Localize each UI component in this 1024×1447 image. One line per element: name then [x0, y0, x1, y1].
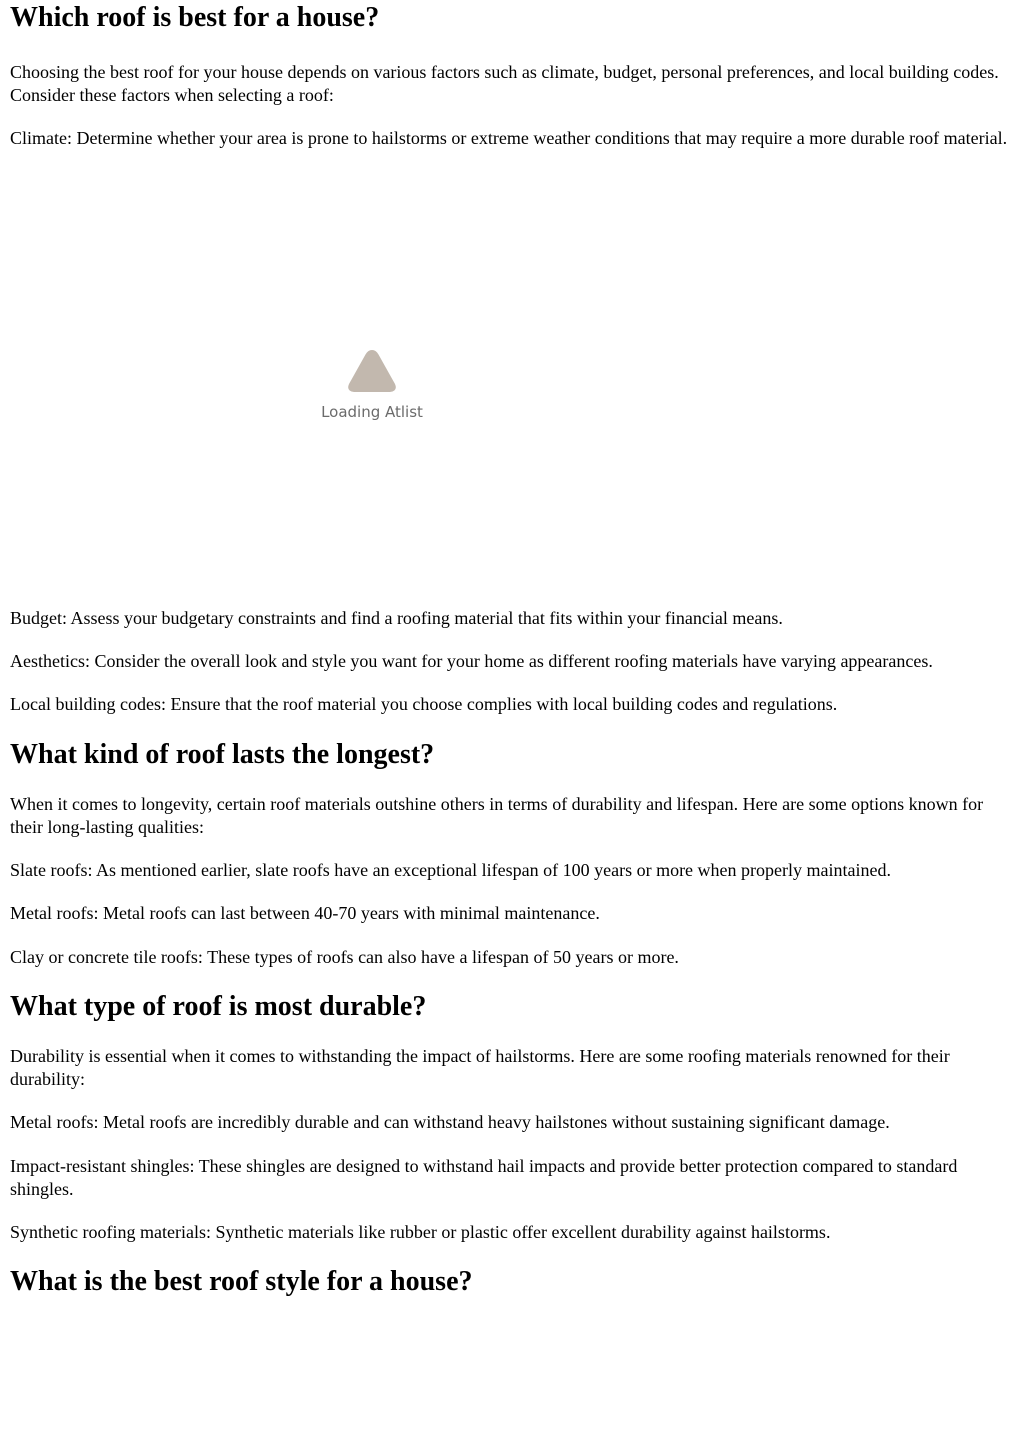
heading-roof-lasts-longest: What kind of roof lasts the longest?: [10, 739, 435, 770]
article-body: [0, 1, 1024, 1299]
paragraph-clay-concrete-tile: Clay or concrete tile roofs: These types of roofs can also have a lifespan of 50 years or more.: [10, 947, 679, 967]
paragraph-climate: Climate: Determine whether your area is prone to hailstorms or extreme weather conditions that may require a more durable roof material.: [10, 128, 1008, 148]
heading-most-durable-roof: What type of roof is most durable?: [10, 991, 427, 1022]
atlist-loader: [312, 345, 432, 421]
paragraph-impact-resistant-shingles: Impact-resistant shingles: These shingles are designed to withstand hail impacts and provide better protection compared to standard shingles.: [10, 1156, 958, 1199]
paragraph-longevity-intro: When it comes to longevity, certain roof materials outshine others in terms of durability and lifespan. Here are some options known for their long-lasting qualities:: [10, 794, 984, 837]
paragraph-metal-roofs-durable: Metal roofs: Metal roofs are incredibly durable and can withstand heavy hailstones without sustaining significant damage.: [10, 1112, 890, 1132]
paragraph-metal-roofs-lifespan: Metal roofs: Metal roofs can last between 40-70 years with minimal maintenance.: [10, 903, 600, 923]
loading-text: Loading Atlist: [321, 403, 423, 421]
atlist-map-embed[interactable]: [10, 160, 1014, 596]
paragraph-durability-intro: Durability is essential when it comes to withstanding the impact of hailstorms. Here are some roofing materials renowned for their durability:: [10, 1046, 950, 1089]
heading-which-roof-best: Which roof is best for a house?: [10, 2, 380, 33]
paragraph-synthetic-materials: Synthetic roofing materials: Synthetic materials like rubber or plastic offer excellent durability against hailstorms.: [10, 1222, 831, 1242]
paragraph-budget: Budget: Assess your budgetary constraints and find a roofing material that fits within your financial means.: [10, 608, 783, 628]
paragraph-aesthetics: Aesthetics: Consider the overall look and style you want for your home as different roofing materials have varying appearances.: [10, 651, 933, 671]
heading-best-roof-style: What is the best roof style for a house?: [10, 1266, 473, 1297]
paragraph-local-building-codes: Local building codes: Ensure that the roof material you choose complies with local building codes and regulations.: [10, 694, 838, 714]
atlist-triangle-logo-icon: [345, 345, 399, 395]
paragraph-intro: Choosing the best roof for your house depends on various factors such as climate, budget, personal preferences, and local building codes. Consider these factors when selecting a roof:: [10, 62, 999, 105]
paragraph-slate-roofs: Slate roofs: As mentioned earlier, slate roofs have an exceptional lifespan of 100 years or more when properly maintained.: [10, 860, 891, 880]
